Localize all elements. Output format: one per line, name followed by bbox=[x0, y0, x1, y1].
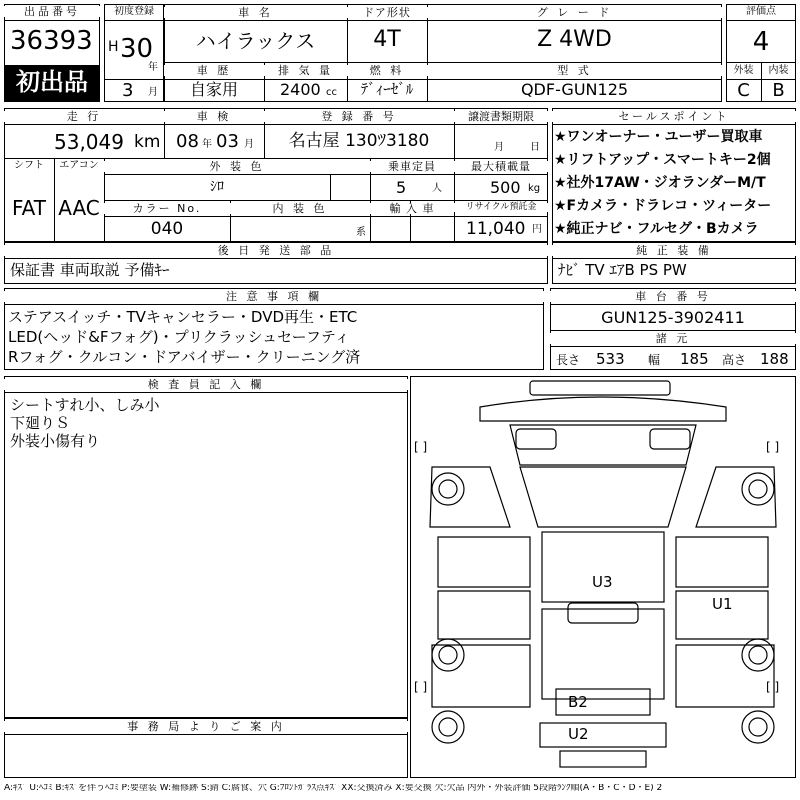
notes-line: LED(ヘッド&Fフォグ)・プリクラッシュセーフティ bbox=[8, 328, 350, 346]
fuel-label: 燃 料 bbox=[347, 65, 427, 76]
import-label: 輸 入 車 bbox=[370, 203, 454, 214]
dims-label: 諸 元 bbox=[550, 333, 796, 344]
height-label: 高さ bbox=[722, 353, 747, 367]
fuel: ﾃﾞｨｰｾﾞﾙ bbox=[360, 80, 414, 98]
history-label: 車 歴 bbox=[164, 65, 264, 76]
mileage-label: 走 行 bbox=[4, 111, 164, 122]
reg-no: 名古屋 130ﾂ3180 bbox=[288, 131, 430, 151]
inspection-year: 08 bbox=[176, 131, 199, 152]
chassis-label: 車 台 番 号 bbox=[550, 291, 796, 302]
recycle-unit: 円 bbox=[532, 224, 542, 235]
sales-point-item: ★ワンオーナー・ユーザー買取車 bbox=[554, 129, 763, 145]
damage-mark-u2: U2 bbox=[568, 725, 589, 743]
length: 533 bbox=[596, 350, 625, 368]
mileage: 53,049 bbox=[54, 130, 124, 154]
width: 185 bbox=[680, 350, 709, 368]
load: 500 bbox=[490, 178, 521, 197]
sales-points-label: セールスポイント bbox=[552, 111, 796, 122]
sales-point-item: ★Fカメラ・ドラレコ・ツィーター bbox=[554, 198, 772, 214]
load-label: 最大積載量 bbox=[454, 161, 548, 172]
height: 188 bbox=[760, 350, 789, 368]
recycle: 11,040 bbox=[466, 219, 526, 239]
grade-label: グ レ ー ド bbox=[427, 7, 722, 18]
lot-number-label: 出品番号 bbox=[4, 6, 100, 17]
diagram-bracket: [ ] bbox=[766, 440, 780, 454]
sales-point-item: ★リフトアップ・スマートキー2個 bbox=[554, 152, 771, 168]
history: 自家用 bbox=[189, 80, 238, 99]
aircon-label: エアコン bbox=[59, 160, 99, 171]
load-unit: kg bbox=[528, 183, 541, 194]
notes-line: Rフォグ・クルコン・ドアバイザー・クリーニング済 bbox=[8, 348, 361, 366]
reg-year: 30 bbox=[120, 34, 154, 64]
damage-mark-u1: U1 bbox=[712, 595, 733, 613]
transfer-label: 譲渡書類期限 bbox=[454, 111, 548, 122]
model-label: 型 式 bbox=[427, 65, 722, 76]
car-name-label: 車 名 bbox=[164, 7, 347, 18]
reg-no-label: 登 録 番 号 bbox=[264, 111, 454, 122]
inspection-month-unit: 月 bbox=[244, 139, 254, 150]
interior-color-unit: 系 bbox=[356, 227, 366, 238]
inspector-line: シートすれ小、しみ小 bbox=[10, 396, 160, 414]
score: 4 bbox=[752, 27, 770, 57]
footer-legend: A:ｷｽﾞ U:ﾍｺﾐ B:ｷｽﾞを伴うﾍｺﾐ P:要塗装 W:補修跡 S:錆 C:腐食、穴 G:ﾌﾛﾝﾄｶﾞﾗｽ点ｷｽﾞ XX:交換済み X:要交換 欠:欠品 内外・外装評価 5段階ﾗﾝｸ順(A・B・C・D・E) 2 bbox=[4, 784, 663, 793]
shift-label: シフト bbox=[14, 160, 44, 171]
reg-year-unit: 年 bbox=[148, 62, 158, 73]
inspection-month: 03 bbox=[216, 131, 239, 152]
chassis-number: GUN125-3902411 bbox=[601, 308, 745, 327]
car-diagram bbox=[410, 377, 796, 779]
first-reg-label: 初度登録 bbox=[114, 6, 154, 17]
door-type: 4T bbox=[373, 27, 401, 52]
displacement-label: 排 気 量 bbox=[264, 65, 347, 76]
model-code: QDF-GUN125 bbox=[520, 80, 629, 99]
inspector-label: 検 査 員 記 入 欄 bbox=[4, 379, 408, 390]
inspector-line: 外装小傷有り bbox=[10, 432, 101, 450]
capacity-label: 乗車定員 bbox=[370, 161, 454, 172]
inspection-label: 車 検 bbox=[164, 111, 264, 122]
diagram-bracket: [ ] bbox=[414, 440, 428, 454]
interior-grade: B bbox=[772, 80, 785, 101]
aircon: AAC bbox=[58, 196, 100, 220]
first-listing-text: 初出品 bbox=[16, 68, 88, 96]
office-label: 事 務 局 よ り ご 案 内 bbox=[4, 721, 408, 732]
displacement-unit: cc bbox=[326, 87, 337, 98]
length-label: 長さ bbox=[556, 353, 581, 367]
accessories-label: 後 日 発 送 部 品 bbox=[4, 245, 548, 256]
inspection-year-unit: 年 bbox=[202, 139, 212, 150]
era: H bbox=[108, 39, 119, 55]
color-no: 040 bbox=[150, 219, 184, 239]
color-no-label: カラー No. bbox=[104, 203, 230, 214]
diagram-bracket: [ ] bbox=[414, 680, 428, 694]
transfer-day-unit: 日 bbox=[530, 142, 540, 153]
car-name: ハイラックス bbox=[195, 29, 316, 53]
notes-label: 注 意 事 項 欄 bbox=[4, 291, 544, 302]
diagram-bracket: [ ] bbox=[766, 680, 780, 694]
reg-month-unit: 月 bbox=[148, 87, 158, 98]
displacement: 2400 bbox=[280, 80, 321, 99]
capacity: 5 bbox=[396, 178, 407, 197]
mileage-unit: km bbox=[134, 132, 161, 152]
capacity-unit: 人 bbox=[432, 183, 442, 194]
width-label: 幅 bbox=[648, 353, 661, 367]
exterior-grade-label: 外装 bbox=[733, 65, 754, 76]
color-label: 外 装 色 bbox=[104, 161, 370, 172]
notes-line: ステアスイッチ・TVキャンセラー・DVD再生・ETC bbox=[8, 308, 358, 326]
lot-number: 36393 bbox=[10, 26, 93, 56]
door-label: ドア形状 bbox=[347, 7, 427, 18]
inspector-line: 下廻りＳ bbox=[10, 414, 71, 432]
sales-point-item: ★純正ナビ・フルセグ・Bカメラ bbox=[554, 221, 759, 237]
accessories-value: 保証書 車両取説 予備ｷｰ bbox=[10, 261, 170, 279]
interior-grade-label: 内装 bbox=[768, 65, 789, 76]
reg-month: 3 bbox=[122, 80, 134, 101]
exterior-grade: C bbox=[737, 80, 750, 101]
score-label: 評価点 bbox=[746, 6, 776, 17]
transfer-month-unit: 月 bbox=[494, 142, 504, 153]
sales-point-item: ★社外17AW・ジオランダーM/T bbox=[554, 175, 766, 191]
equipment-value: ﾅﾋﾞ TV ｴｱB PS PW bbox=[558, 261, 687, 279]
interior-color-label: 内 装 色 bbox=[230, 203, 370, 214]
recycle-label: リサイクル預託金 bbox=[454, 203, 548, 212]
grade: Z 4WD bbox=[537, 27, 612, 52]
equipment-label: 純 正 装 備 bbox=[552, 245, 796, 256]
damage-mark-u3: U3 bbox=[592, 573, 613, 591]
damage-mark-b2: B2 bbox=[568, 693, 588, 711]
color: ｼﾛ bbox=[210, 179, 224, 195]
shift: FAT bbox=[11, 196, 46, 220]
